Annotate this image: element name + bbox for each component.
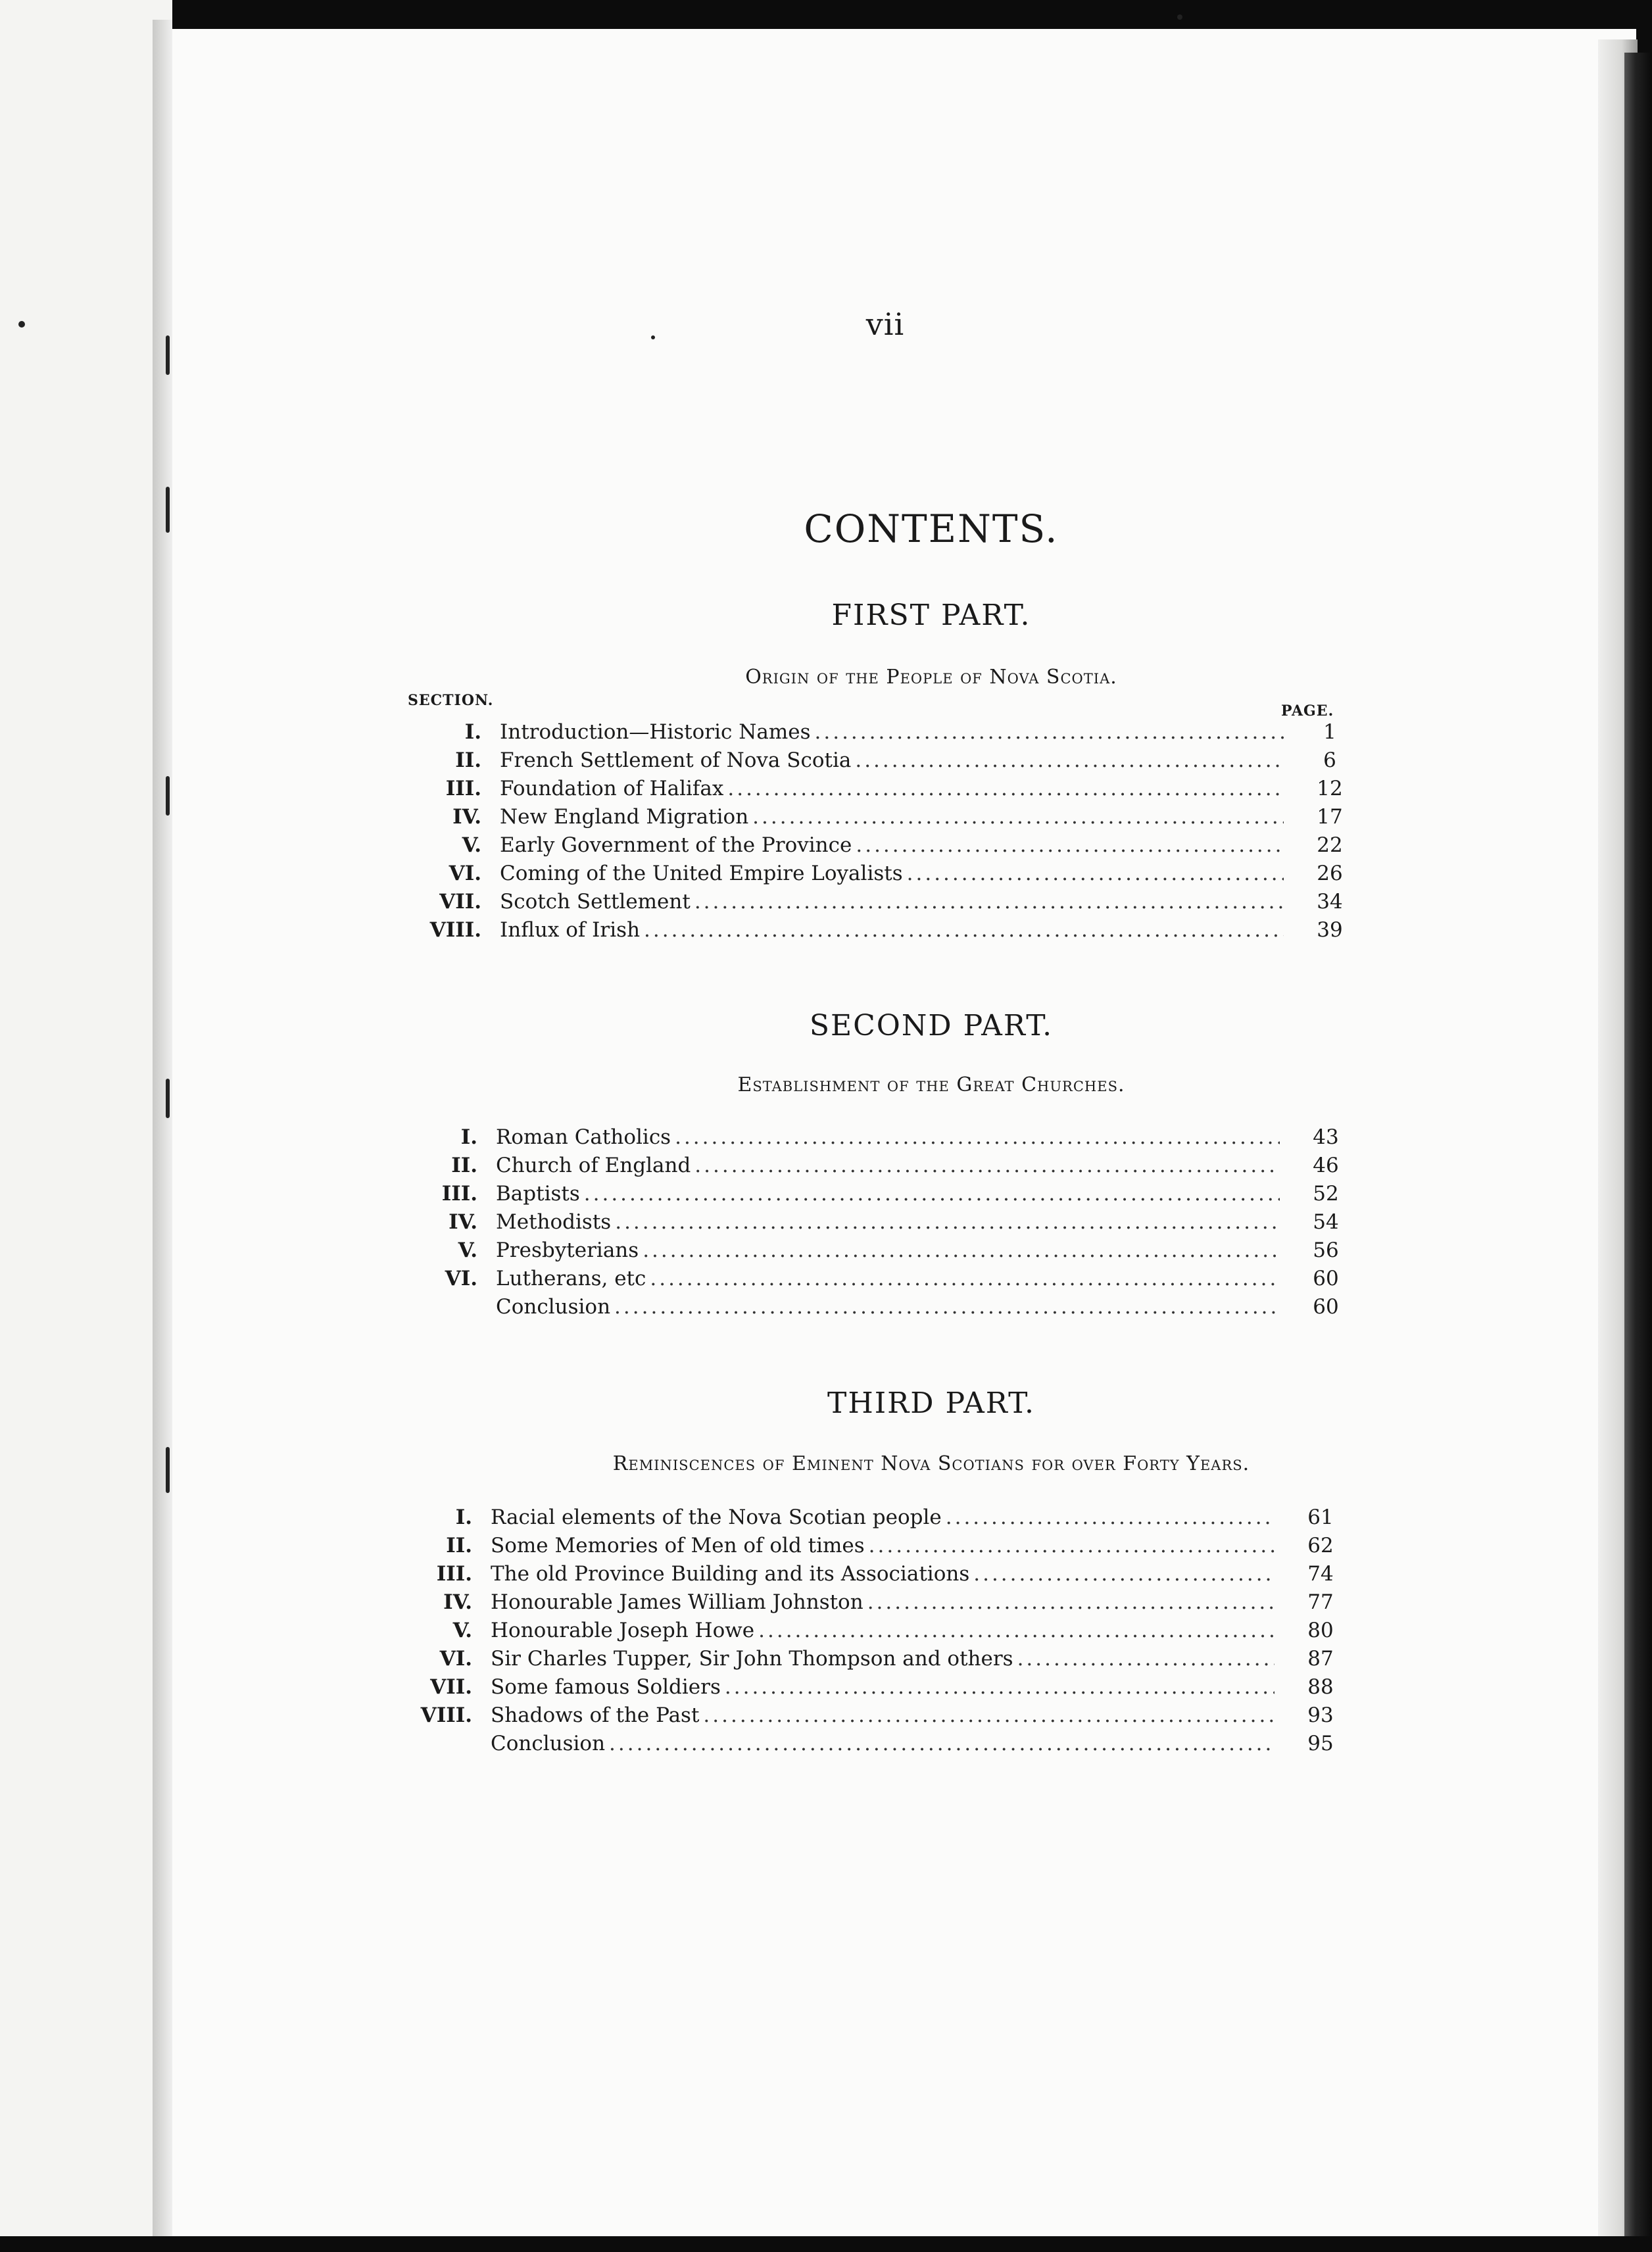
toc-entry	[379, 1180, 1352, 1208]
section-number: IV.	[449, 1210, 477, 1234]
scan-bottom-edge	[0, 2236, 1652, 2252]
third-part-heading: THIRD PART.	[827, 1386, 1036, 1420]
entry-title: Church of England	[496, 1154, 691, 1177]
toc-entry	[379, 1265, 1352, 1293]
entry-title: Honourable Joseph Howe	[491, 1619, 755, 1642]
section-number: III.	[445, 777, 481, 800]
section-number: IV.	[452, 805, 481, 829]
section-number: VIII.	[420, 1703, 472, 1727]
page-number: 88	[1307, 1675, 1334, 1699]
toc-entry	[383, 916, 1356, 944]
toc-entry	[379, 1293, 1352, 1321]
toc-entry	[383, 775, 1356, 803]
section-number: V.	[462, 833, 481, 857]
toc-entry	[374, 1673, 1347, 1701]
section-number: VI.	[439, 1647, 472, 1671]
section-number: VI.	[449, 862, 481, 885]
section-number: V.	[452, 1619, 472, 1642]
page-column-label: PAGE.	[1281, 702, 1334, 720]
entry-title: Introduction—Historic Names	[500, 720, 811, 744]
section-number: VII.	[439, 890, 481, 914]
page-folio: vii	[865, 306, 905, 342]
entry-title: Sir Charles Tupper, Sir John Thompson and others	[491, 1647, 1013, 1671]
page-number: 17	[1317, 805, 1343, 829]
entry-title: Lutherans, etc	[496, 1267, 646, 1290]
entry-title: Coming of the United Empire Loyalists	[500, 862, 903, 885]
entry-title: French Settlement of Nova Scotia	[500, 748, 852, 772]
page-number: 61	[1307, 1505, 1334, 1529]
entry-title: Some Memories of Men of old times	[491, 1534, 865, 1557]
section-number: III.	[436, 1562, 472, 1586]
page-number: 60	[1313, 1267, 1339, 1290]
page-number: 6	[1323, 748, 1336, 772]
entry-title: Conclusion	[491, 1732, 606, 1755]
toc-entry	[383, 860, 1356, 888]
page-number: 46	[1313, 1154, 1339, 1177]
toc-entry	[374, 1617, 1347, 1645]
scan-top-edge	[0, 0, 1652, 29]
toc-entry	[383, 747, 1356, 775]
page-number: 54	[1313, 1210, 1339, 1234]
page-number: 52	[1313, 1182, 1339, 1206]
second-part-toc	[379, 1123, 1352, 1321]
entry-title: Some famous Soldiers	[491, 1675, 721, 1699]
section-number: VIII.	[429, 918, 481, 942]
entry-title: New England Migration	[500, 805, 749, 829]
toc-entry	[379, 1236, 1352, 1265]
section-number: VI.	[445, 1267, 477, 1290]
entry-title: Early Government of the Province	[500, 833, 852, 857]
page-number: 74	[1307, 1562, 1334, 1586]
page-number: 39	[1317, 918, 1343, 942]
book-fore-edge	[1624, 53, 1652, 2252]
second-part-subheading: Establishment of the Great Churches.	[737, 1073, 1125, 1096]
entry-title: Racial elements of the Nova Scotian people	[491, 1505, 942, 1529]
toc-entry	[374, 1532, 1347, 1560]
page-number: 1	[1323, 720, 1336, 744]
toc-entry	[374, 1588, 1347, 1617]
section-number: III.	[441, 1182, 477, 1206]
section-number: I.	[464, 720, 481, 744]
toc-entry	[374, 1701, 1347, 1730]
third-part-subheading: Reminiscences of Eminent Nova Scotians for over Forty Years.	[612, 1452, 1250, 1475]
section-number: II.	[446, 1534, 472, 1557]
entry-title: Conclusion	[496, 1295, 611, 1319]
toc-entry	[374, 1560, 1347, 1588]
entry-title: Presbyterians	[496, 1238, 639, 1262]
page-number: 22	[1317, 833, 1343, 857]
toc-entry	[383, 888, 1356, 916]
entry-title: Baptists	[496, 1182, 580, 1206]
toc-entry	[374, 1504, 1347, 1532]
second-part-heading: SECOND PART.	[809, 1009, 1054, 1042]
page-number: 12	[1317, 777, 1343, 800]
entry-title: The old Province Building and its Associations	[491, 1562, 970, 1586]
entry-title: Scotch Settlement	[500, 890, 691, 914]
toc-entry	[379, 1208, 1352, 1236]
section-number: VII.	[430, 1675, 472, 1699]
section-number: I.	[460, 1125, 477, 1149]
entry-title: Shadows of the Past	[491, 1703, 700, 1727]
page-number: 34	[1317, 890, 1343, 914]
page-number: 26	[1317, 862, 1343, 885]
toc-entry	[374, 1730, 1347, 1758]
entry-title: Influx of Irish	[500, 918, 641, 942]
page-number: 43	[1313, 1125, 1339, 1149]
section-column-label: SECTION.	[408, 692, 494, 709]
third-part-toc	[374, 1504, 1347, 1758]
entry-title: Roman Catholics	[496, 1125, 671, 1149]
toc-entry	[383, 803, 1356, 831]
first-part-heading: FIRST PART.	[831, 599, 1031, 632]
toc-entry	[379, 1123, 1352, 1152]
toc-entry	[374, 1645, 1347, 1673]
section-number: II.	[455, 748, 481, 772]
entry-title: Foundation of Halifax	[500, 777, 724, 800]
first-part-toc	[383, 718, 1356, 944]
page-number: 93	[1307, 1703, 1334, 1727]
page-number: 56	[1313, 1238, 1339, 1262]
page-number: 77	[1307, 1590, 1334, 1614]
entry-title: Honourable James William Johnston	[491, 1590, 863, 1614]
toc-entry	[383, 831, 1356, 860]
page-number: 80	[1307, 1619, 1334, 1642]
page-number: 95	[1307, 1732, 1334, 1755]
section-number: II.	[451, 1154, 477, 1177]
page-number: 60	[1313, 1295, 1339, 1319]
contents-title: CONTENTS.	[804, 506, 1059, 551]
toc-entry	[383, 718, 1356, 747]
first-part-subheading: Origin of the People of Nova Scotia.	[745, 666, 1117, 689]
toc-entry	[379, 1152, 1352, 1180]
section-number: IV.	[443, 1590, 472, 1614]
section-number: V.	[458, 1238, 477, 1262]
entry-title: Methodists	[496, 1210, 612, 1234]
section-number: I.	[455, 1505, 472, 1529]
page-number: 87	[1307, 1647, 1334, 1671]
page-number: 62	[1307, 1534, 1334, 1557]
